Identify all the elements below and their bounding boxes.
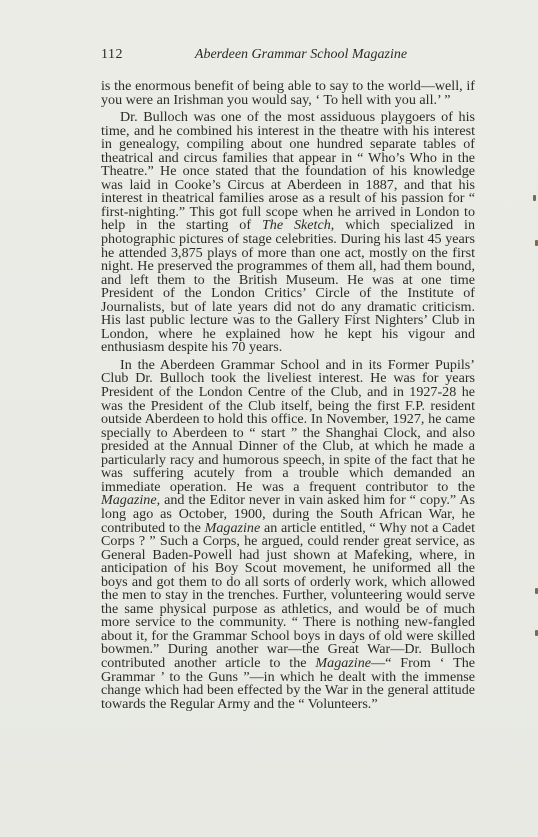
page-number: 112 <box>101 47 123 62</box>
paragraph <box>101 356 476 712</box>
page-header <box>101 47 475 67</box>
paragraph <box>101 111 475 355</box>
italic-title: Magazine <box>315 654 372 671</box>
paragraph-text: an article entitled, “ Why not a Cadet Corps ? ” Such a Corps, he argued, could render great service, as General Baden-Powell had just shown at Mafeking, where, in anticipation of his Boy Scout movement, he uniformed all the boys and got them to do all sorts of orderly work, which allowed the men to stay in the trenches. Further, volunteering would serve the same physical purpose as athletics, and would be of much more service to the community. “ There is nothing new-fangled about it, for the Grammar School boys in days of old were skilled bowmen.” During another war—the Great War—Dr. Bulloch contributed another article to the <box>101 519 475 671</box>
article-body <box>101 80 475 711</box>
italic-title: Magazine <box>204 519 261 536</box>
paragraph-text: —“ From ‘ The Grammar ’ to the Guns ”—in which he dealt with the immense change which had been effected by the War in the general attitude towards the Regular Army and the “ Volunteers.” <box>101 654 476 712</box>
paragraph <box>101 80 475 107</box>
paragraph-text: , which specialized in photographic pictures of stage celebrities. During his last 45 years he attended 3,875 plays of more than one act, mostly on the first night. He preserved the programmes of them all, had them bound, and left them to the British Museum. He was at one time President of the London Critics’ Circle of the Institute of Journalists, but of late years did not do any dramatic criticism. His last public lecture was to the Gallery First Nighters’ Club in London, where he explained how he kept his vigour and enthusiasm despite his 70 years. <box>101 217 476 356</box>
paragraph-text: Dr. Bulloch was one of the most assiduous playgoers of his time, and he combined his interest in the theatre with his interest in genealogy, compiling about one hundred separate tables of theatrical and circus families that appear in “ Who’s Who in the Theatre.” He once stated that the foundation of his knowledge was laid in Cooke’s Circus at Aberdeen in 1887, and that his interest in theatrical families arose as a result of his passion for “ first-nighting.” This got full scope when he arrived in London to help in the starting of <box>101 109 475 234</box>
italic-title: The Sketch <box>261 217 331 234</box>
italic-title: Magazine <box>101 492 157 509</box>
margin-mark <box>533 195 536 201</box>
paragraph-text: , and the Editor never in vain asked him for “ copy.” As long ago as October, 1900, during the South African War, he contributed to the <box>101 492 475 536</box>
running-title: Aberdeen Grammar School Magazine <box>194 47 408 62</box>
paragraph-text: In the Aberdeen Grammar School and in its Former Pupils’ Club Dr. Bulloch took the liveliest interest. He was for years President of the London Centre of the Club, and in 1927-28 he was the President of the Club itself, being the first F.P. resident outside Aberdeen to hold this office. In November, 1927, he came specially to Aberdeen to “ start ” the Shanghai Clock, and also presided at the Annual Dinner of the Club, at which he made a particularly racy and humorous speech, in spite of the fact that he was suffering acutely from a trouble which demanded an immediate operation. He was a frequent contributor to the <box>101 356 475 495</box>
paragraph-text: is the enormous benefit of being able to say to the world—well, if you were an Irishman you would say, ‘ To hell with you all.’ ” <box>101 78 475 108</box>
